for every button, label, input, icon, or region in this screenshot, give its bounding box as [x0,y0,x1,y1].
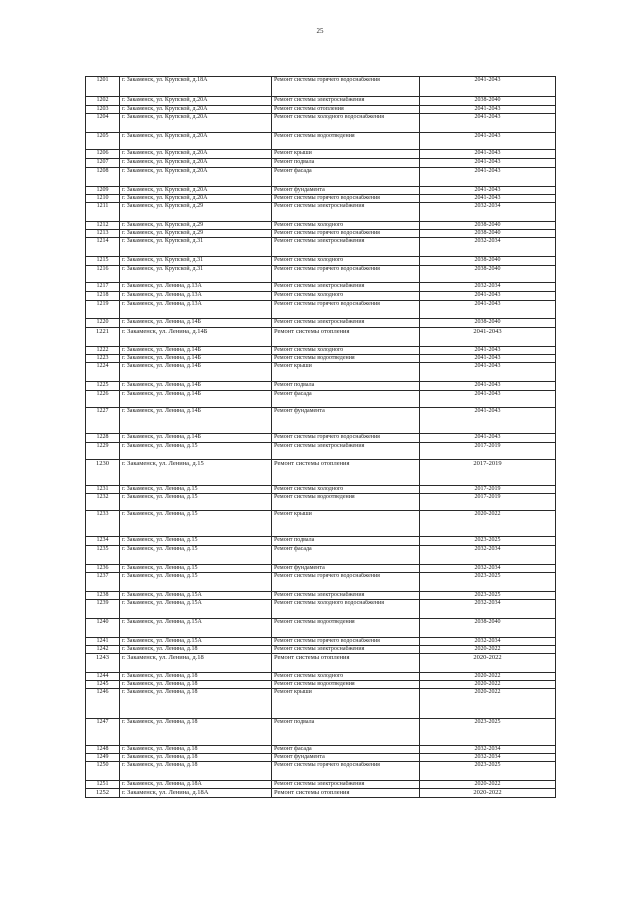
period-cell: 2038-2040 [420,266,556,283]
row-number-cell: 1222 [86,347,120,355]
period-cell: 2041-2043 [420,391,556,408]
work-type-cell: Ремонт крыши [272,511,420,537]
work-type-cell: Ремонт системы отопления [272,328,420,347]
period-cell: 2023-2025 [420,573,556,592]
work-type-cell: Ремонт системы горячего водоснабжения [272,301,420,319]
address-cell: г. Закаменск, ул. Крупской, д.20А [120,106,272,114]
row-number-cell: 1246 [86,689,120,719]
table-row [86,619,556,638]
work-type-cell: Ремонт системы горячего водоснабжения [272,266,420,283]
page-number: 25 [316,27,324,35]
address-cell: г. Закаменск, ул. Ленина, д.13А [120,292,272,301]
period-cell: 2041-2043 [420,292,556,301]
address-cell: г. Закаменск, ул. Крупской, д.29 [120,222,272,230]
row-number-cell: 1215 [86,257,120,266]
table-row [86,355,556,363]
period-cell: 2032-2034 [420,600,556,619]
table-row [86,486,556,494]
table-row [86,460,556,486]
address-cell: г. Закаменск, ул. Ленина, д.18 [120,654,272,673]
row-number-cell: 1221 [86,328,120,347]
work-type-cell: Ремонт фундамента [272,754,420,762]
period-cell: 2032-2034 [420,746,556,754]
address-cell: г. Закаменск, ул. Ленина, д.18А [120,789,272,798]
table-row [86,238,556,257]
table-row [86,159,556,168]
row-number-cell: 1226 [86,391,120,408]
work-type-cell: Ремонт системы холодного водоснабжения [272,114,420,133]
period-cell: 2041-2043 [420,159,556,168]
address-cell: г. Закаменск, ул. Крупской, д.20А [120,195,272,203]
period-cell: 2041-2043 [420,408,556,434]
period-cell: 2020-2022 [420,681,556,689]
address-cell: г. Закаменск, ул. Ленина, д.15 [120,573,272,592]
period-cell: 2020-2022 [420,673,556,681]
row-number-cell: 1206 [86,150,120,159]
work-type-cell: Ремонт системы горячего водоснабжения [272,230,420,238]
row-number-cell: 1217 [86,283,120,292]
period-cell: 2017-2019 [420,494,556,511]
period-cell: 2023-2025 [420,592,556,600]
work-type-cell: Ремонт системы горячего водоснабжения [272,195,420,203]
address-cell: г. Закаменск, ул. Ленина, д.18 [120,762,272,781]
address-cell: г. Закаменск, ул. Ленина, д.15А [120,619,272,638]
work-type-cell: Ремонт системы электроснабжения [272,238,420,257]
row-number-cell: 1247 [86,719,120,746]
row-number-cell: 1207 [86,159,120,168]
period-cell: 2017-2019 [420,486,556,494]
period-cell: 2017-2019 [420,443,556,460]
table-row [86,573,556,592]
table-row [86,114,556,133]
work-type-cell: Ремонт фундамента [272,187,420,195]
table-body [86,77,556,798]
address-cell: г. Закаменск, ул. Ленина, д.18 [120,673,272,681]
table-row [86,292,556,301]
work-type-cell: Ремонт системы водоотведения [272,494,420,511]
work-type-cell: Ремонт подвала [272,382,420,391]
address-cell: г. Закаменск, ул. Ленина, д.14Б [120,408,272,434]
table-row [86,592,556,600]
period-cell: 2041-2043 [420,106,556,114]
period-cell: 2041-2043 [420,434,556,443]
period-cell: 2041-2043 [420,347,556,355]
period-cell: 2041-2043 [420,301,556,319]
row-number-cell: 1209 [86,187,120,195]
row-number-cell: 1237 [86,573,120,592]
row-number-cell: 1241 [86,638,120,646]
address-cell: г. Закаменск, ул. Ленина, д.14Б [120,382,272,391]
work-type-cell: Ремонт системы горячего водоснабжения [272,762,420,781]
row-number-cell: 1243 [86,654,120,673]
address-cell: г. Закаменск, ул. Крупской, д.20А [120,187,272,195]
address-cell: г. Закаменск, ул. Ленина, д.15А [120,638,272,646]
address-cell: г. Закаменск, ул. Крупской, д.31 [120,266,272,283]
period-cell: 2023-2025 [420,537,556,546]
address-cell: г. Закаменск, ул. Ленина, д.15 [120,486,272,494]
row-number-cell: 1231 [86,486,120,494]
table-row [86,638,556,646]
address-cell: г. Закаменск, ул. Ленина, д.15 [120,546,272,565]
row-number-cell: 1238 [86,592,120,600]
work-type-cell: Ремонт системы отопления [272,106,420,114]
table-row [86,762,556,781]
address-cell: г. Закаменск, ул. Крупской, д.29 [120,203,272,222]
address-cell: г. Закаменск, ул. Крупской, д.31 [120,257,272,266]
work-type-cell: Ремонт системы электроснабжения [272,781,420,789]
row-number-cell: 1240 [86,619,120,638]
table-row [86,106,556,114]
row-number-cell: 1235 [86,546,120,565]
row-number-cell: 1208 [86,168,120,187]
address-cell: г. Закаменск, ул. Ленина, д.15 [120,494,272,511]
period-cell: 2032-2034 [420,754,556,762]
work-type-cell: Ремонт системы электроснабжения [272,319,420,328]
period-cell: 2041-2043 [420,355,556,363]
table-row [86,301,556,319]
period-cell: 2041-2043 [420,150,556,159]
row-number-cell: 1229 [86,443,120,460]
work-type-cell: Ремонт системы водоотведения [272,619,420,638]
table-row [86,195,556,203]
period-cell: 2038-2040 [420,619,556,638]
period-cell: 2020-2022 [420,789,556,798]
row-number-cell: 1202 [86,97,120,106]
table-row [86,222,556,230]
address-cell: г. Закаменск, ул. Ленина, д.18 [120,754,272,762]
row-number-cell: 1242 [86,646,120,654]
row-number-cell: 1228 [86,434,120,443]
period-cell: 2041-2043 [420,168,556,187]
table-row [86,494,556,511]
period-cell: 2023-2025 [420,719,556,746]
table-row [86,781,556,789]
table-row [86,283,556,292]
period-cell: 2041-2043 [420,187,556,195]
address-cell: г. Закаменск, ул. Ленина, д.14Б [120,434,272,443]
row-number-cell: 1210 [86,195,120,203]
address-cell: г. Закаменск, ул. Крупской, д.20А [120,159,272,168]
table-row [86,565,556,573]
address-cell: г. Закаменск, ул. Ленина, д.14Б [120,328,272,347]
address-cell: г. Закаменск, ул. Ленина, д.14Б [120,363,272,382]
row-number-cell: 1212 [86,222,120,230]
table-row [86,789,556,798]
period-cell: 2020-2022 [420,511,556,537]
table-row [86,746,556,754]
table-row [86,133,556,150]
address-cell: г. Закаменск, ул. Ленина, д.15 [120,537,272,546]
table-row [86,266,556,283]
table-row [86,230,556,238]
work-type-cell: Ремонт фасада [272,546,420,565]
work-type-cell: Ремонт фундамента [272,408,420,434]
work-type-cell: Ремонт подвала [272,159,420,168]
row-number-cell: 1230 [86,460,120,486]
address-cell: г. Закаменск, ул. Ленина, д.15А [120,592,272,600]
work-type-cell: Ремонт системы отопления [272,654,420,673]
table-row [86,689,556,719]
row-number-cell: 1203 [86,106,120,114]
work-type-cell: Ремонт системы электроснабжения [272,646,420,654]
row-number-cell: 1204 [86,114,120,133]
row-number-cell: 1216 [86,266,120,283]
table-row [86,546,556,565]
period-cell: 2020-2022 [420,689,556,719]
work-type-cell: Ремонт подвала [272,719,420,746]
row-number-cell: 1214 [86,238,120,257]
work-type-cell: Ремонт крыши [272,689,420,719]
period-cell: 2038-2040 [420,97,556,106]
period-cell: 2032-2034 [420,203,556,222]
table-row [86,673,556,681]
address-cell: г. Закаменск, ул. Крупской, д.20А [120,114,272,133]
work-type-cell: Ремонт системы водоотведения [272,355,420,363]
row-number-cell: 1252 [86,789,120,798]
work-type-cell: Ремонт системы холодного [272,292,420,301]
period-cell: 2041-2043 [420,363,556,382]
address-cell: г. Закаменск, ул. Крупской, д.20А [120,133,272,150]
address-cell: г. Закаменск, ул. Ленина, д.13А [120,283,272,292]
address-cell: г. Закаменск, ул. Ленина, д.15 [120,443,272,460]
work-type-cell: Ремонт системы холодного [272,486,420,494]
table-row [86,654,556,673]
work-type-cell: Ремонт крыши [272,363,420,382]
row-number-cell: 1224 [86,363,120,382]
row-number-cell: 1239 [86,600,120,619]
table-row [86,150,556,159]
row-number-cell: 1201 [86,77,120,97]
period-cell: 2038-2040 [420,230,556,238]
work-type-cell: Ремонт системы водоотведения [272,681,420,689]
row-number-cell: 1225 [86,382,120,391]
period-cell: 2023-2025 [420,762,556,781]
table-row [86,408,556,434]
table-row [86,681,556,689]
row-number-cell: 1211 [86,203,120,222]
address-cell: г. Закаменск, ул. Крупской, д.20А [120,97,272,106]
table-row [86,382,556,391]
capital-repair-table [85,76,556,798]
address-cell: г. Закаменск, ул. Ленина, д.18 [120,719,272,746]
period-cell: 2032-2034 [420,638,556,646]
address-cell: г. Закаменск, ул. Крупской, д.20А [120,168,272,187]
work-type-cell: Ремонт фасада [272,746,420,754]
table-row [86,537,556,546]
period-cell: 2017-2019 [420,460,556,486]
row-number-cell: 1220 [86,319,120,328]
row-number-cell: 1249 [86,754,120,762]
table-row [86,97,556,106]
address-cell: г. Закаменск, ул. Крупской, д.18А [120,77,272,97]
table-row [86,203,556,222]
address-cell: г. Закаменск, ул. Ленина, д.18А [120,781,272,789]
row-number-cell: 1234 [86,537,120,546]
work-type-cell: Ремонт фасада [272,168,420,187]
period-cell: 2032-2034 [420,546,556,565]
address-cell: г. Закаменск, ул. Ленина, д.14Б [120,319,272,328]
work-type-cell: Ремонт системы электроснабжения [272,443,420,460]
table-row [86,347,556,355]
row-number-cell: 1250 [86,762,120,781]
address-cell: г. Закаменск, ул. Крупской, д.31 [120,238,272,257]
work-type-cell: Ремонт фасада [272,391,420,408]
address-cell: г. Закаменск, ул. Ленина, д.18 [120,646,272,654]
period-cell: 2041-2043 [420,195,556,203]
row-number-cell: 1232 [86,494,120,511]
period-cell: 2020-2022 [420,781,556,789]
period-cell: 2041-2043 [420,328,556,347]
period-cell: 2032-2034 [420,238,556,257]
period-cell: 2041-2043 [420,133,556,150]
row-number-cell: 1223 [86,355,120,363]
table-row [86,434,556,443]
period-cell: 2041-2043 [420,114,556,133]
table-row [86,168,556,187]
table-row [86,391,556,408]
row-number-cell: 1227 [86,408,120,434]
work-type-cell: Ремонт системы отопления [272,460,420,486]
address-cell: г. Закаменск, ул. Ленина, д.13А [120,301,272,319]
work-type-cell: Ремонт фундамента [272,565,420,573]
row-number-cell: 1248 [86,746,120,754]
work-type-cell: Ремонт системы горячего водоснабжения [272,77,420,97]
address-cell: г. Закаменск, ул. Ленина, д.18 [120,689,272,719]
address-cell: г. Закаменск, ул. Крупской, д.20А [120,150,272,159]
work-type-cell: Ремонт системы электроснабжения [272,592,420,600]
address-cell: г. Закаменск, ул. Ленина, д.15 [120,511,272,537]
row-number-cell: 1236 [86,565,120,573]
work-type-cell: Ремонт системы горячего водоснабжения [272,573,420,592]
work-type-cell: Ремонт системы холодного [272,347,420,355]
work-type-cell: Ремонт системы электроснабжения [272,97,420,106]
work-type-cell: Ремонт крыши [272,150,420,159]
row-number-cell: 1218 [86,292,120,301]
work-type-cell: Ремонт системы горячего водоснабжения [272,638,420,646]
work-type-cell: Ремонт системы электроснабжения [272,203,420,222]
work-type-cell: Ремонт системы отопления [272,789,420,798]
table-row [86,257,556,266]
address-cell: г. Закаменск, ул. Крупской, д.29 [120,230,272,238]
table-row [86,719,556,746]
address-cell: г. Закаменск, ул. Ленина, д.14Б [120,347,272,355]
table-row [86,511,556,537]
period-cell: 2041-2043 [420,77,556,97]
work-type-cell: Ремонт подвала [272,537,420,546]
table-row [86,319,556,328]
row-number-cell: 1245 [86,681,120,689]
table-row [86,187,556,195]
work-type-cell: Ремонт системы холодного [272,673,420,681]
row-number-cell: 1233 [86,511,120,537]
address-cell: г. Закаменск, ул. Ленина, д.15 [120,460,272,486]
address-cell: г. Закаменск, ул. Ленина, д.14Б [120,391,272,408]
table-row [86,646,556,654]
row-number-cell: 1213 [86,230,120,238]
period-cell: 2032-2034 [420,283,556,292]
row-number-cell: 1251 [86,781,120,789]
address-cell: г. Закаменск, ул. Ленина, д.18 [120,746,272,754]
period-cell: 2032-2034 [420,565,556,573]
period-cell: 2038-2040 [420,319,556,328]
work-type-cell: Ремонт системы холодного водоснабжения [272,600,420,619]
work-type-cell: Ремонт системы холодного [272,257,420,266]
work-type-cell: Ремонт системы электроснабжения [272,283,420,292]
period-cell: 2038-2040 [420,222,556,230]
table-row [86,363,556,382]
row-number-cell: 1219 [86,301,120,319]
period-cell: 2041-2043 [420,382,556,391]
period-cell: 2020-2022 [420,654,556,673]
address-cell: г. Закаменск, ул. Ленина, д.15А [120,600,272,619]
work-type-cell: Ремонт системы холодного [272,222,420,230]
address-cell: г. Закаменск, ул. Ленина, д.14Б [120,355,272,363]
address-cell: г. Закаменск, ул. Ленина, д.18 [120,681,272,689]
work-type-cell: Ремонт системы горячего водоснабжения [272,434,420,443]
table-row [86,754,556,762]
table-row [86,328,556,347]
work-type-cell: Ремонт системы водоотведения [272,133,420,150]
row-number-cell: 1205 [86,133,120,150]
period-cell: 2020-2022 [420,646,556,654]
period-cell: 2038-2040 [420,257,556,266]
table-row [86,443,556,460]
row-number-cell: 1244 [86,673,120,681]
table-row [86,600,556,619]
address-cell: г. Закаменск, ул. Ленина, д.15 [120,565,272,573]
table-row [86,77,556,97]
